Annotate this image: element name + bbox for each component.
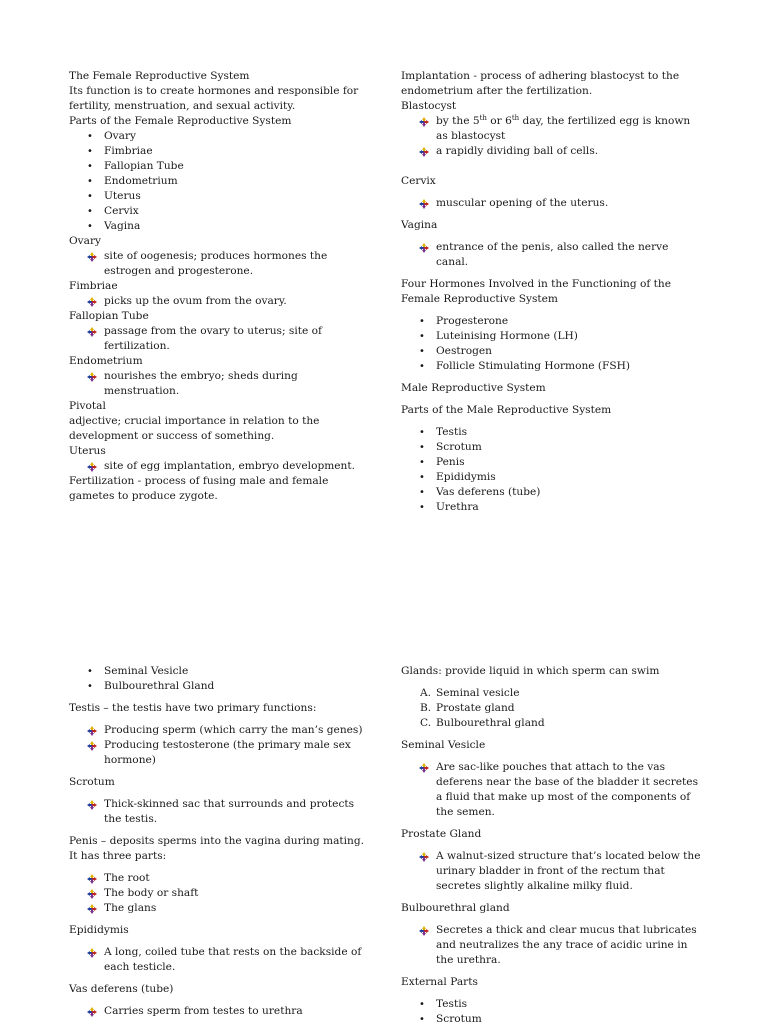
page2-left-column [69,664,367,1019]
arrow-list [69,249,367,279]
term-heading: Pivotal [69,400,106,412]
term-heading: Penis – deposits sperms into the vagina during mating. It has three parts: [69,835,365,862]
page2-right-column [401,664,701,1027]
four-color-arrow-icon [87,327,97,337]
male-parts-list-continued [69,664,367,694]
term-heading: Endometrium [69,355,143,367]
four-color-arrow-icon [87,874,97,884]
arrow-list [69,797,367,827]
list-item: The glans [69,901,367,916]
four-color-arrow-icon [87,297,97,307]
list-item: • Scrotum [401,440,701,455]
list-item: B. Prostate gland [420,702,515,714]
arrow-list [401,760,701,820]
four-color-arrow-icon [419,243,429,253]
term-heading: Fallopian Tube [69,310,149,322]
list-item: Secretes a thick and clear mucus that lubricates and neutralizes the any trace of acidic urine in the urethra. [401,923,701,968]
list-item: • Follicle Stimulating Hormone (FSH) [401,359,701,374]
definition-text: Implantation - process of adhering blastocyst to the endometrium after the fertilization. [401,70,680,97]
definition-text: Fertilization - process of fusing male and female gametes to produce zygote. [69,475,329,502]
four-color-arrow-icon [87,1007,97,1017]
female-parts-list [69,129,367,234]
subheading: Parts of the Female Reproductive System [69,115,292,127]
four-color-arrow-icon [87,726,97,736]
arrow-list [69,871,367,916]
list-item: passage from the ovary to uterus; site of fertilization. [69,324,367,354]
term-heading: Cervix [401,175,436,187]
intro-text: Its function is to create hormones and responsible for fertility, menstruation, and sexual activity. [69,85,359,112]
term-heading: Scrotum [69,776,115,788]
arrow-list [401,240,701,270]
arrow-list [401,923,701,968]
list-item: entrance of the penis, also called the nerve canal. [401,240,701,270]
four-color-arrow-icon [87,252,97,262]
arrow-list [69,1004,367,1019]
list-item: a rapidly dividing ball of cells. [401,144,701,159]
four-color-arrow-icon [419,117,429,127]
four-color-arrow-icon [419,926,429,936]
list-item: • Bulbourethral Gland [69,679,367,694]
glands-list [401,686,701,731]
list-item: • Progesterone [401,314,701,329]
term-heading: Vas deferens (tube) [69,983,174,995]
list-item: • Cervix [69,204,367,219]
list-item: A walnut-sized structure that’s located below the urinary bladder in front of the rectum that secretes slightly alkaline milky fluid. [401,849,701,894]
subheading: Four Hormones Involved in the Functioning of the Female Reproductive System [401,278,672,305]
list-item: • Fallopian Tube [69,159,367,174]
list-item: • Luteinising Hormone (LH) [401,329,701,344]
arrow-list [69,369,367,399]
definition-text: adjective; crucial importance in relation to the development or success of something. [69,415,320,442]
external-parts-list [401,997,701,1027]
list-item: • Seminal Vesicle [69,664,367,679]
four-color-arrow-icon [87,800,97,810]
list-item: picks up the ovum from the ovary. [69,294,367,309]
list-item: • Testis [401,997,701,1012]
term-heading: Uterus [69,445,106,457]
arrow-list [69,324,367,354]
list-item: The root [69,871,367,886]
list-item: • Vas deferens (tube) [401,485,701,500]
list-item: site of oogenesis; produces hormones the estrogen and progesterone. [69,249,367,279]
four-color-arrow-icon [87,904,97,914]
four-color-arrow-icon [419,852,429,862]
term-heading: Fimbriae [69,280,118,292]
list-item: • Epididymis [401,470,701,485]
list-item: • Scrotum [401,1012,701,1027]
term-heading: Testis – the testis have two primary functions: [69,702,317,714]
list-item: • Uterus [69,189,367,204]
four-color-arrow-icon [87,741,97,751]
term-heading: Blastocyst [401,100,457,112]
section-title: The Female Reproductive System [69,70,250,82]
list-item: • Endometrium [69,174,367,189]
list-item: • Testis [401,425,701,440]
hormones-list [401,314,701,374]
four-color-arrow-icon [419,147,429,157]
list-item: A long, coiled tube that rests on the backside of each testicle. [69,945,367,975]
term-heading: Vagina [401,219,438,231]
list-item: C. Bulbourethral gland [420,717,545,729]
list-item: Carries sperm from testes to urethra [69,1004,367,1019]
list-item: The body or shaft [69,886,367,901]
list-item: site of egg implantation, embryo development. [69,459,367,474]
male-parts-list [401,425,701,515]
arrow-list [401,849,701,894]
page1-left-column [69,69,367,504]
term-heading: Bulbourethral gland [401,902,510,914]
term-heading: Ovary [69,235,102,247]
list-item: • Ovary [69,129,367,144]
arrow-list [401,114,701,159]
four-color-arrow-icon [87,462,97,472]
arrow-list [69,945,367,975]
list-item: • Penis [401,455,701,470]
term-heading: Seminal Vesicle [401,739,486,751]
list-item: Producing sperm (which carry the man’s genes) [69,723,367,738]
list-item: by the 5th or 6th day, the fertilized egg is known as blastocyst [401,114,701,144]
list-item: Thick-skinned sac that surrounds and protects the testis. [69,797,367,827]
subheading: Parts of the Male Reproductive System [401,404,612,416]
list-item: • Fimbriae [69,144,367,159]
term-heading: Prostate Gland [401,828,482,840]
four-color-arrow-icon [87,948,97,958]
list-item: Are sac-like pouches that attach to the vas deferens near the base of the bladder it secretes a fluid that make up most of the components of the semen. [401,760,701,820]
term-heading: External Parts [401,976,478,988]
arrow-list [69,723,367,768]
list-item: • Oestrogen [401,344,701,359]
arrow-list [69,294,367,309]
arrow-list [69,459,367,474]
term-heading: Epididymis [69,924,129,936]
list-item: • Urethra [401,500,701,515]
arrow-list [401,196,701,211]
four-color-arrow-icon [419,199,429,209]
section-title: Male Reproductive System [401,382,546,394]
term-heading: Glands: provide liquid in which sperm can swim [401,665,660,677]
list-item: A. Seminal vesicle [420,687,520,699]
page1-right-column [401,69,701,515]
list-item: • Vagina [69,219,367,234]
list-item: Producing testosterone (the primary male sex hormone) [69,738,367,768]
list-item: muscular opening of the uterus. [401,196,701,211]
four-color-arrow-icon [419,763,429,773]
list-item: nourishes the embryo; sheds during menstruation. [69,369,367,399]
four-color-arrow-icon [87,889,97,899]
four-color-arrow-icon [87,372,97,382]
